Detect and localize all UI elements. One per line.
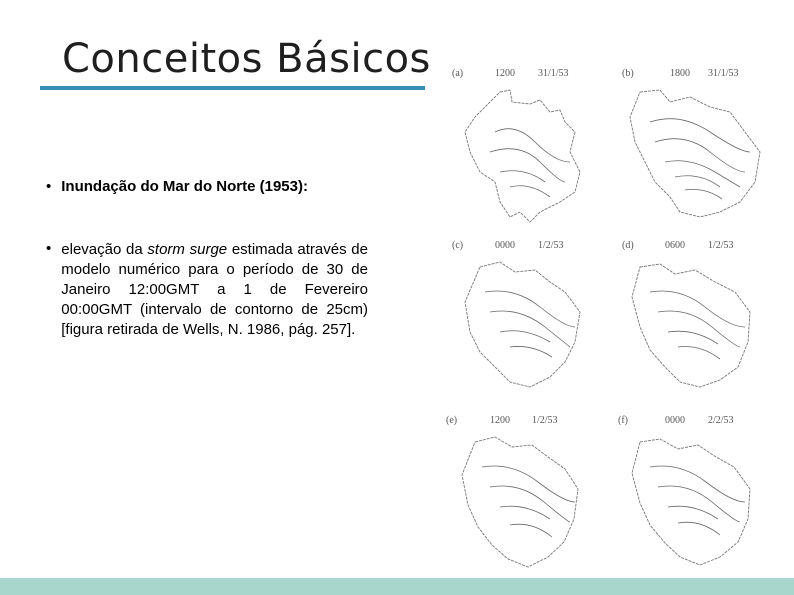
map-panel-d bbox=[622, 240, 750, 387]
panel-time: 1200 bbox=[495, 68, 515, 79]
bullet-1-text: Inundação do Mar do Norte (1953): bbox=[61, 178, 308, 195]
title-underline bbox=[40, 86, 425, 90]
storm-surge-maps bbox=[440, 62, 780, 574]
bullet-item-1 bbox=[46, 178, 308, 195]
map-panel-b bbox=[622, 68, 760, 217]
map-panel-c bbox=[452, 240, 580, 387]
panel-date: 31/1/53 bbox=[708, 68, 739, 79]
panel-date: 31/1/53 bbox=[538, 68, 569, 79]
panel-time: 1200 bbox=[490, 415, 510, 426]
panel-date: 1/2/53 bbox=[538, 240, 564, 251]
map-panel-a bbox=[452, 68, 580, 222]
panel-date: 2/2/53 bbox=[708, 415, 734, 426]
bullet-2-text bbox=[61, 240, 368, 340]
panel-letter: (f) bbox=[618, 415, 628, 426]
bullet-2-pre: elevação da bbox=[61, 241, 148, 258]
panel-letter: (b) bbox=[622, 68, 634, 79]
map-panel-e bbox=[446, 415, 578, 567]
panel-date: 1/2/53 bbox=[708, 240, 734, 251]
panel-time: 0000 bbox=[665, 415, 685, 426]
panel-time: 1800 bbox=[670, 68, 690, 79]
bullet-item-2 bbox=[46, 240, 368, 340]
storm-surge-figure bbox=[440, 62, 780, 574]
footer-bar bbox=[0, 578, 794, 595]
panel-letter: (e) bbox=[446, 415, 458, 426]
map-panel-f bbox=[618, 415, 750, 565]
panel-date: 1/2/53 bbox=[532, 415, 558, 426]
panel-letter: (d) bbox=[622, 240, 634, 251]
panel-time: 0000 bbox=[495, 240, 515, 251]
bullet-2-post: estimada através de modelo numérico para o período de 30 de Janeiro 12:00GMT a 1 de Fevereiro 00:00GMT (intervalo de contorno de 25cm) [figura retirada de Wells, N. 1986, pág. 257]. bbox=[61, 241, 368, 338]
bullet-symbol: • bbox=[46, 240, 52, 257]
bullet-symbol: • bbox=[46, 178, 52, 195]
panel-letter: (a) bbox=[452, 68, 464, 79]
panel-letter: (c) bbox=[452, 240, 464, 251]
panel-time: 0600 bbox=[665, 240, 685, 251]
slide-title: Conceitos Básicos bbox=[62, 36, 431, 82]
bullet-2-italic: storm surge bbox=[147, 241, 228, 258]
